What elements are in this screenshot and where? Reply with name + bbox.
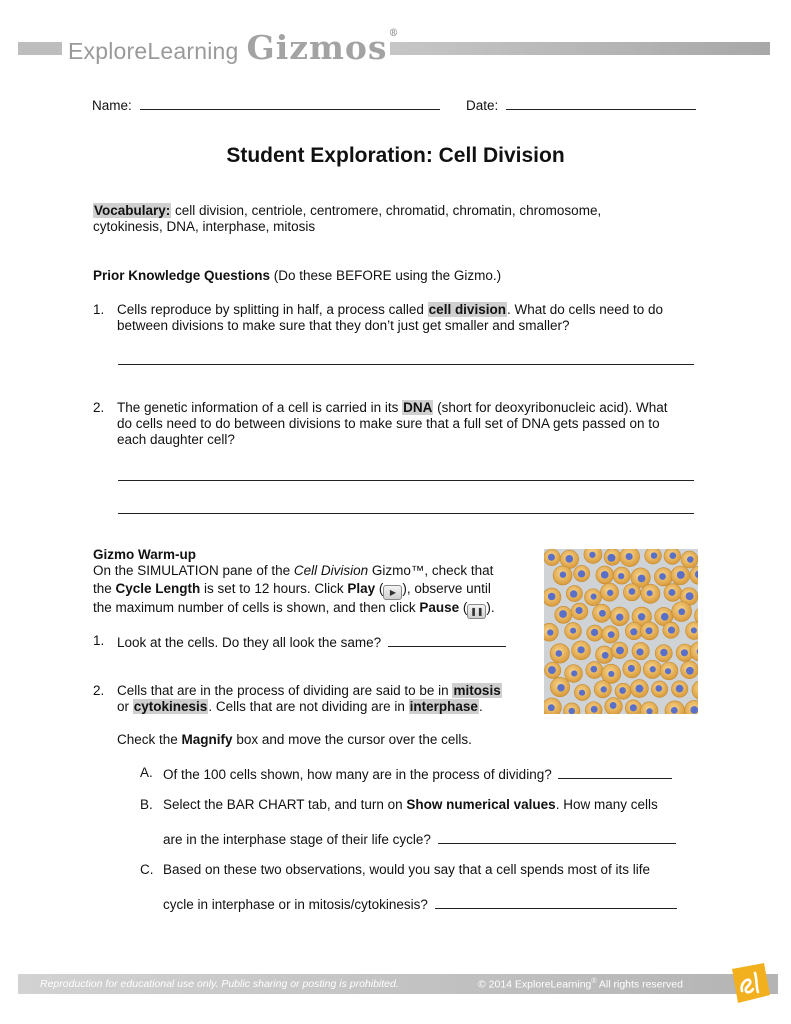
cell-nucleus bbox=[607, 590, 613, 596]
vocab-text-2: cytokinesis, DNA, interphase, mitosis bbox=[93, 219, 316, 234]
date-field-row bbox=[466, 96, 696, 113]
subA-letter: A. bbox=[140, 765, 153, 780]
cell-nucleus bbox=[601, 571, 609, 579]
cytokinesis-term: cytokinesis bbox=[133, 699, 208, 714]
q2-line-2: do cells need to do between divisions to make sure that a full set of DNA gets passed on to bbox=[117, 416, 660, 431]
vocab-label: Vocabulary: bbox=[94, 203, 171, 218]
cell-nucleus bbox=[618, 573, 624, 579]
q2-answer-line-2[interactable] bbox=[118, 513, 694, 514]
warmup-l3-post: ). bbox=[486, 600, 495, 615]
pause-icon: ❚❚ bbox=[467, 604, 486, 619]
w1-number: 1. bbox=[93, 633, 105, 648]
vocab-line-1 bbox=[93, 203, 601, 218]
subB-answer-blank[interactable] bbox=[438, 830, 676, 844]
subB-letter: B. bbox=[140, 797, 153, 812]
cell-nucleus bbox=[610, 702, 617, 709]
cell-nucleus bbox=[548, 666, 556, 674]
q1-term: cell division bbox=[428, 302, 506, 317]
warmup-line-2 bbox=[93, 581, 491, 600]
w2-line-1 bbox=[117, 683, 502, 698]
q2-term: DNA bbox=[403, 400, 433, 415]
warmup-l2-paren: ( bbox=[375, 581, 384, 596]
w1-answer-blank[interactable] bbox=[388, 633, 506, 647]
subC-line-1: Based on these two observations, would you say that a cell spends most of its life bbox=[163, 862, 651, 877]
footer-reproduction-notice: Reproduction for educational use only. Public sharing or posting is prohibited. bbox=[40, 978, 399, 990]
page-title: Student Exploration: Cell Division bbox=[226, 144, 565, 167]
cells-illustration bbox=[544, 549, 698, 714]
brand-gizmos bbox=[247, 28, 400, 67]
cell-nucleus bbox=[548, 554, 555, 561]
cell-nucleus bbox=[589, 552, 595, 558]
cell-nucleus bbox=[591, 706, 598, 713]
cell-nucleus bbox=[577, 646, 584, 653]
w2-number: 2. bbox=[93, 683, 105, 698]
cell-nucleus bbox=[638, 613, 645, 620]
q1-number: 1. bbox=[93, 302, 105, 317]
prior-note: (Do these BEFORE using the Gizmo.) bbox=[270, 268, 502, 283]
cell-nucleus bbox=[665, 668, 671, 674]
cell-nucleus bbox=[578, 570, 585, 577]
warmup-l1-italic: Cell Division bbox=[293, 563, 369, 578]
subA-line bbox=[163, 765, 672, 782]
cell-nucleus bbox=[560, 571, 566, 577]
pause-term: Pause bbox=[419, 600, 460, 615]
cell-nucleus bbox=[548, 593, 556, 601]
cell-nucleus bbox=[626, 553, 633, 560]
cell-nucleus bbox=[681, 649, 688, 656]
w1-line bbox=[117, 633, 506, 650]
subC-text-2: cycle in interphase or in mitosis/cytokinesis? bbox=[163, 897, 428, 912]
magnify-pre: Check the bbox=[117, 732, 182, 747]
warmup-l2-pre: the bbox=[93, 581, 116, 596]
cell-nucleus bbox=[660, 649, 667, 656]
subC-letter: C. bbox=[140, 862, 154, 877]
cell-nucleus bbox=[591, 594, 597, 600]
magnify-term: Magnify bbox=[181, 732, 233, 747]
cell-nucleus bbox=[602, 652, 609, 659]
date-label: Date: bbox=[466, 98, 499, 113]
name-label: Name: bbox=[92, 98, 132, 113]
header-bar-right bbox=[390, 42, 770, 55]
cell-nucleus bbox=[669, 552, 676, 559]
w1-text: Look at the cells. Do they all look the same? bbox=[117, 635, 382, 650]
cell-nucleus bbox=[591, 629, 598, 636]
mitosis-term: mitosis bbox=[453, 683, 501, 698]
w2-line-2 bbox=[117, 699, 483, 714]
cell-nucleus bbox=[616, 646, 624, 654]
q2-line-1 bbox=[117, 400, 668, 415]
cell-nucleus bbox=[569, 708, 575, 714]
cell-nucleus bbox=[579, 690, 585, 696]
cell-nucleus bbox=[556, 650, 563, 657]
q1-line-1 bbox=[117, 302, 663, 317]
subB-text-2: are in the interphase stage of their life cycle? bbox=[163, 832, 431, 847]
footer-copyright-text: © 2014 ExploreLearning bbox=[478, 978, 592, 991]
cycle-length-term: Cycle Length bbox=[115, 581, 201, 596]
prior-knowledge-heading-row bbox=[93, 268, 501, 283]
cell-nucleus bbox=[668, 627, 675, 634]
w2-l2-post: . bbox=[478, 699, 483, 714]
cell-nucleus bbox=[547, 629, 553, 635]
name-field-row bbox=[92, 96, 440, 113]
cell bbox=[692, 680, 698, 700]
header-bar-left bbox=[18, 42, 62, 55]
cell-nucleus bbox=[557, 684, 565, 692]
cell-nucleus bbox=[636, 648, 643, 655]
cells-simulation-image bbox=[544, 549, 698, 714]
show-numerical-values-term: Show numerical values bbox=[406, 797, 556, 812]
cell-nucleus bbox=[629, 588, 636, 595]
cell-nucleus bbox=[646, 627, 653, 634]
cell-nucleus bbox=[607, 554, 615, 562]
cell-nucleus bbox=[599, 610, 606, 617]
cell-nucleus bbox=[590, 666, 597, 673]
cell-nucleus bbox=[691, 627, 697, 633]
subB-pre: Select the BAR CHART tab, and turn on bbox=[163, 797, 407, 812]
subB-line-1 bbox=[163, 797, 658, 812]
vocab-text-1: cell division, centriole, centromere, chromatid, chromatin, chromosome, bbox=[171, 203, 602, 218]
cell-nucleus bbox=[630, 628, 637, 635]
warmup-heading: Gizmo Warm-up bbox=[93, 547, 196, 562]
cell-nucleus bbox=[678, 608, 685, 615]
footer-reg-mark: ® bbox=[591, 978, 597, 985]
cell-nucleus bbox=[661, 613, 669, 621]
q2-post: (short for deoxyribonucleic acid). What bbox=[433, 400, 668, 415]
cell-nucleus bbox=[659, 573, 666, 580]
q2-pre: The genetic information of a cell is carried in its bbox=[117, 400, 403, 415]
subB-line-2 bbox=[163, 830, 676, 847]
cell-nucleus bbox=[655, 685, 662, 692]
q1-answer-line[interactable] bbox=[118, 364, 694, 365]
subA-answer-blank[interactable] bbox=[558, 765, 672, 779]
cell-nucleus bbox=[548, 704, 555, 711]
play-icon: ▶ bbox=[383, 585, 402, 600]
cell-nucleus bbox=[566, 555, 574, 563]
cell-nucleus bbox=[616, 614, 623, 621]
el-logo-icon bbox=[728, 961, 772, 1005]
cell-nucleus bbox=[608, 671, 614, 677]
w2-pre: Cells that are in the process of dividing are said to be in bbox=[117, 683, 453, 698]
cell-nucleus bbox=[687, 556, 693, 562]
footer-rights: All rights reserved bbox=[596, 978, 683, 991]
cell-nucleus bbox=[671, 707, 678, 714]
interphase-term: interphase bbox=[409, 699, 478, 714]
cell-nucleus bbox=[677, 571, 685, 579]
cell-nucleus bbox=[576, 607, 583, 614]
cell-nucleus bbox=[559, 610, 567, 618]
cell-nucleus bbox=[686, 592, 694, 600]
cell-nucleus bbox=[570, 590, 577, 597]
cell-nucleus bbox=[570, 628, 576, 634]
subA-text: Of the 100 cells shown, how many are in the process of dividing? bbox=[163, 767, 552, 782]
q2-number: 2. bbox=[93, 400, 105, 415]
cell-nucleus bbox=[628, 665, 635, 672]
cell-nucleus bbox=[638, 575, 646, 583]
warmup-l3-pre: the maximum number of cells is shown, and then click bbox=[93, 600, 420, 615]
name-blank[interactable] bbox=[140, 96, 440, 110]
warmup-l3-paren: ( bbox=[459, 600, 468, 615]
explorelearning-gizmos-logo bbox=[68, 28, 399, 68]
footer-copyright bbox=[478, 978, 683, 991]
brand-gizmos-text: Gizmos bbox=[246, 28, 388, 67]
cell-nucleus bbox=[635, 685, 643, 693]
cell-nucleus bbox=[676, 685, 684, 693]
prior-heading: Prior Knowledge Questions bbox=[93, 268, 271, 283]
subC-answer-blank[interactable] bbox=[435, 895, 677, 909]
cell-nucleus bbox=[690, 706, 698, 714]
cell-nucleus bbox=[619, 687, 626, 694]
warmup-l1-post: Gizmo™, check that bbox=[368, 563, 494, 578]
magnify-instruction bbox=[117, 732, 472, 747]
cell-nucleus bbox=[651, 552, 657, 558]
w2-l2-mid: . Cells that are not dividing are in bbox=[208, 699, 409, 714]
q2-line-3: each daughter cell? bbox=[117, 432, 235, 447]
magnify-post: box and move the cursor over the cells. bbox=[232, 732, 472, 747]
cell-nucleus bbox=[571, 670, 577, 676]
w2-l2-pre: or bbox=[117, 699, 133, 714]
warmup-l2-mid: is set to 12 hours. Click bbox=[200, 581, 348, 596]
subC-line-2 bbox=[163, 895, 677, 912]
brand-explore: ExploreLearning bbox=[68, 38, 239, 64]
q2-answer-line-1[interactable] bbox=[118, 480, 694, 481]
q1-pre: Cells reproduce by splitting in half, a process called bbox=[117, 302, 428, 317]
warmup-l1-pre: On the SIMULATION pane of the bbox=[93, 563, 294, 578]
cell-nucleus bbox=[669, 589, 676, 596]
warmup-line-1 bbox=[93, 563, 493, 578]
reg-mark: ® bbox=[388, 28, 400, 39]
cell-nucleus bbox=[650, 666, 656, 672]
cell-nucleus bbox=[686, 667, 694, 675]
cell-nucleus bbox=[601, 686, 607, 692]
play-term: Play bbox=[347, 581, 376, 596]
subB-post: . How many cells bbox=[555, 797, 658, 812]
cell-nucleus bbox=[647, 590, 653, 596]
warmup-line-3 bbox=[93, 600, 495, 619]
warmup-l2-post: ), observe until bbox=[402, 581, 491, 596]
q1-line-2: between divisions to make sure that they don’t just get smaller and smaller? bbox=[117, 318, 570, 333]
cell-nucleus bbox=[608, 631, 615, 638]
q1-post: . What do cells need to do bbox=[506, 302, 664, 317]
cell-nucleus bbox=[630, 704, 637, 711]
date-blank[interactable] bbox=[506, 96, 696, 110]
